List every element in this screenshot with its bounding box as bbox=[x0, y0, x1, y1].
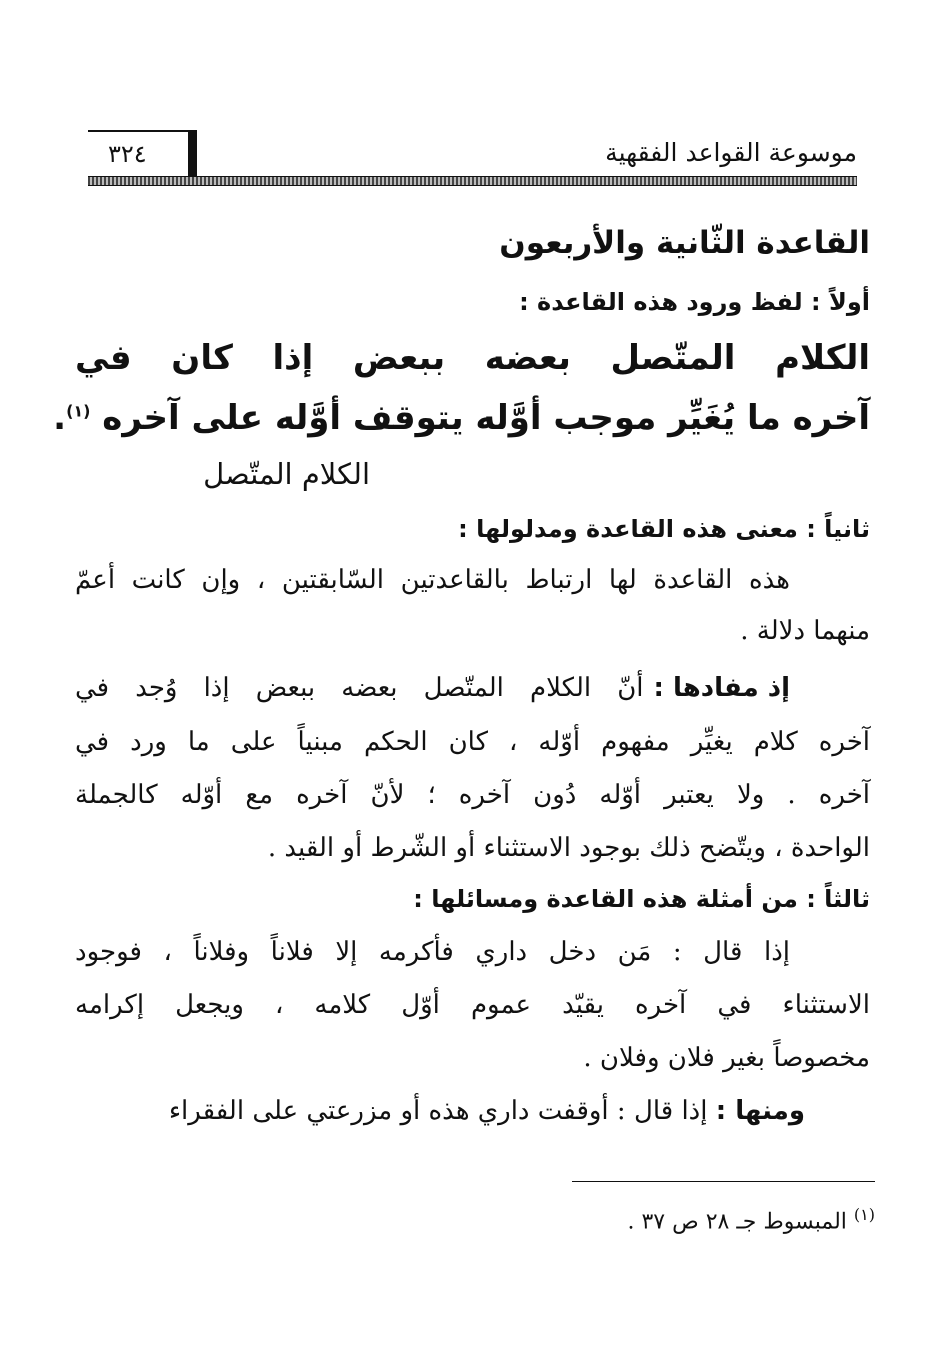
section3-heading: ثالثاً : من أمثلة هذه القاعدة ومسائلها : bbox=[413, 885, 870, 913]
section3-ex2-line1 bbox=[169, 1096, 805, 1126]
section2-p2-line2: آخره كلام يغيِّر مفهوم أوّله ، كان الحكم مبنياً على ما ورد في bbox=[75, 727, 870, 757]
section3-ex1-line2: الاستثناء في آخره يقيّد عموم أوّل كلامه ، ويجعل إكرامه bbox=[75, 990, 870, 1020]
rule-text-line1: الكلام المتّصل بعضه ببعض إذا كان في bbox=[75, 338, 870, 378]
page-number: ٣٢٤ bbox=[108, 140, 147, 168]
rule-text-end: . bbox=[53, 398, 67, 438]
section2-p2-line1-text: أنّ الكلام المتّصل بعضه ببعض إذا وُجد في bbox=[75, 673, 644, 703]
section2-p2-line3: آخره . ولا يعتبر أوّله دُون آخره ؛ لأنّ آخره مع أوّله كالجملة bbox=[75, 780, 870, 810]
footnote-marker: (١) bbox=[853, 1205, 875, 1224]
footnote-reference[interactable]: (١) bbox=[66, 401, 91, 421]
running-header bbox=[88, 130, 857, 190]
rule-text-line2 bbox=[53, 398, 870, 438]
footnote bbox=[627, 1205, 875, 1234]
section2-p2-line1 bbox=[75, 673, 790, 703]
footnote-rule bbox=[572, 1181, 875, 1182]
section3-ex1-line3: مخصوصاً بغير فلان وفلان . bbox=[583, 1043, 870, 1073]
page-number-frame-line bbox=[88, 130, 188, 132]
section2-p1-line1: هذه القاعدة لها ارتباط بالقاعدتين السّابقتين ، وإن كانت أعمّ bbox=[75, 565, 790, 595]
book-title: موسوعة القواعد الفقهية bbox=[605, 138, 857, 167]
section2-p1-line2: منهما دلالة . bbox=[740, 616, 870, 646]
page-number-box bbox=[88, 130, 198, 174]
section2-p2-line4: الواحدة ، ويتّضح ذلك بوجود الاستثناء أو الشّرط أو القيد . bbox=[267, 833, 870, 863]
section2-heading: ثانياً : معنى هذه القاعدة ومدلولها : bbox=[458, 515, 870, 543]
footnote-text: المبسوط جـ ٢٨ ص ٣٧ . bbox=[627, 1209, 847, 1235]
header-rule bbox=[88, 176, 857, 186]
short-form: الكلام المتّصل bbox=[203, 457, 370, 491]
page-number-frame-bar bbox=[188, 130, 197, 180]
section3-ex2-text: إذا قال : أوقفت داري هذه أو مزرعتي على الفقراء bbox=[168, 1096, 708, 1126]
rule-title: القاعدة الثّانية والأربعون bbox=[499, 225, 870, 261]
section3-ex1-line1: إذا قال : مَن دخل داري فأكرمه إلا فلاناً وفلاناً ، فوجود bbox=[75, 937, 790, 967]
section3-ex2-label: ومنها : bbox=[715, 1096, 805, 1126]
section2-p2-label: إذ مفادها : bbox=[653, 673, 790, 703]
section1-heading: أولاً : لفظ ورود هذه القاعدة : bbox=[519, 288, 870, 316]
rule-text-line2-body: آخره ما يُغَيِّر موجب أوَّله يتوقف أوَّله على آخره bbox=[102, 398, 870, 438]
